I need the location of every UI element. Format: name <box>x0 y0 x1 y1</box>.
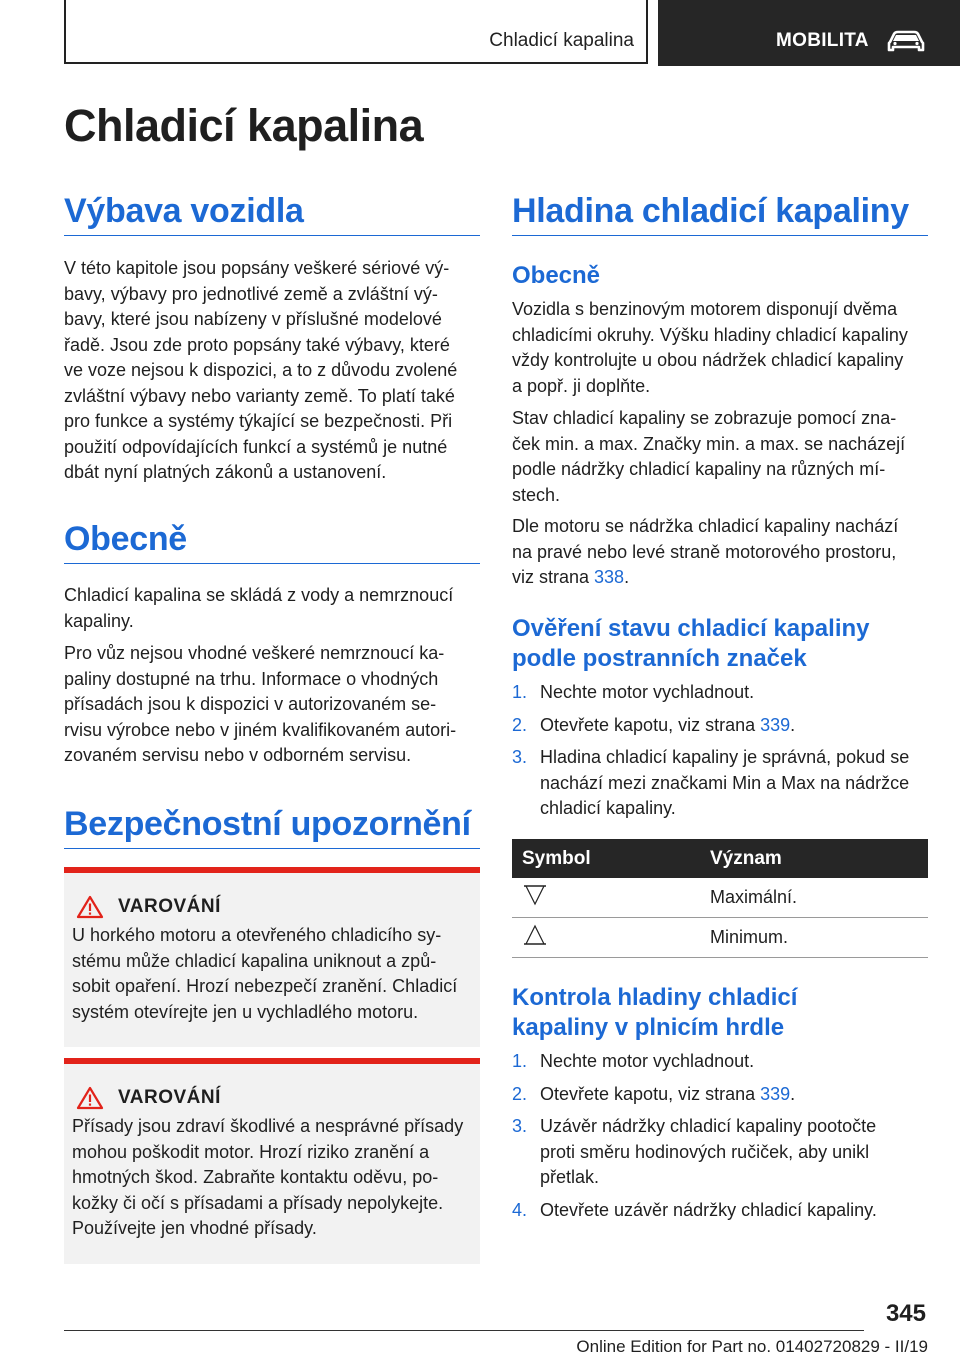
kontrola-steps <box>512 1049 932 1230</box>
vybava-paragraph: V této kapitole jsou popsány veškeré sériové vý‐ bavy, výbavy pro jednotlivé země a zvláštní vý‐ bavy, které jsou nabízeny v příslušné modelové řadě. Jsou zde proto popsány také výbavy, které ve voze nejsou k dispozici, a to z důvodu zvolené zvláštní výbavy nebo varianty země. To platí také pro funkce a systémy týkající se bezpečnosti. Při použití odpovídajících funkcí a systémů je nutné dbát nyní platných zákonů a ustanovení. <box>64 258 458 482</box>
table-row <box>512 878 928 918</box>
heading-obecne-left: Obecně <box>64 520 187 558</box>
list-item: 3. Uzávěr nádržky chladicí kapaliny pootočte proti směru hodinových ručiček, aby unikl přetlak. <box>512 1116 877 1187</box>
page-link-339[interactable]: 339 <box>760 1083 791 1104</box>
heading-rule <box>64 235 480 236</box>
heading-rule <box>512 235 928 236</box>
tab-mobilita-label: MOBILITA <box>776 30 869 51</box>
list-item: 2. Otevřete kapotu, viz strana 339. <box>512 714 796 735</box>
car-icon <box>886 27 926 53</box>
hladina-paragraph-3: Dle motoru se nádržka chladicí kapaliny nachází na pravé nebo levé straně motorového prostoru, viz strana 338. <box>512 516 899 587</box>
heading-rule <box>64 563 480 564</box>
warning-box-2 <box>64 1058 480 1264</box>
warning-box-1 <box>64 867 480 1047</box>
table-header-vyznam: Význam <box>710 839 928 878</box>
heading-kontrola-hladiny: Kontrola hladiny chladicí kapaliny v plnicím hrdle <box>512 984 798 1041</box>
list-item: 1. Nechte motor vychladnout. <box>512 682 755 702</box>
hladina-paragraph-2: Stav chladicí kapaliny se zobrazuje pomocí zna‐ ček min. a max. Značky min. a max. se nacházejí podle nádržky chladicí kapaliny na různých mí‐ stech. <box>512 408 906 505</box>
list-item: 3. Hladina chladicí kapaliny je správná, pokud se nachází mezi značkami Min a Max na nádržce chladicí kapaliny. <box>512 747 910 818</box>
obecne-paragraph-1: Chladicí kapalina se skládá z vody a nemrznoucí kapaliny. <box>64 585 454 631</box>
page-link-338[interactable]: 338 <box>594 567 625 587</box>
heading-obecne-right: Obecně <box>512 262 601 289</box>
max-mark-icon <box>522 884 548 906</box>
heading-overeni-stavu: Ověření stavu chladicí kapaliny podle postranních značek <box>512 615 870 672</box>
overeni-steps <box>512 680 932 829</box>
page-number: 345 <box>885 1300 926 1327</box>
table-header-symbol: Symbol <box>512 839 710 878</box>
warning-text: U horkého motoru a otevřeného chladicího sy‐ stému může chladicí kapalina uniknout a způ‐ sobit opaření. Hrozí nebezpečí zranění. Chladicí systém otevírejte jen u vychladlého motoru. <box>72 925 458 1022</box>
header-section-title: Chladicí kapalina <box>489 30 634 51</box>
page-link-339[interactable]: 339 <box>760 714 791 735</box>
footer-rule <box>64 1330 864 1331</box>
page-title: Chladicí kapalina <box>64 100 424 151</box>
footer-edition: Online Edition for Part no. 01402720829 - II/19 <box>576 1337 928 1356</box>
warning-title: VAROVÁNÍ <box>118 896 221 917</box>
warning-text: Přísady jsou zdraví škodlivé a nesprávné přísady mohou poškodit motor. Hrozí riziko zranění a hmotných škod. Zabraňte kontaktu oděvu, po‐ kožky či očí s přísadami a přísady nepolykejte. Používejte jen vhodné přísady. <box>72 1116 464 1238</box>
heading-vybava-vozidla: Výbava vozidla <box>64 192 304 230</box>
table-cell-meaning: Maximální. <box>710 878 928 918</box>
min-mark-icon <box>522 924 548 946</box>
warning-triangle-icon <box>76 1086 104 1110</box>
heading-bezpecnostni-upozorneni: Bezpečnostní upozornění <box>64 805 471 843</box>
obecne-paragraph-2: Pro vůz nejsou vhodné veškeré nemrznoucí ka‐ paliny dostupné na trhu. Informace o vhodných přísadách jsou k dispozici v autorizovaném se‐ rvisu výrobce nebo v jiném kvalifikovaném autori‐ zovaném servisu nebo v odborném servisu. <box>64 643 457 765</box>
symbol-table <box>512 839 928 958</box>
warning-triangle-icon <box>76 895 104 919</box>
list-item: 4. Otevřete uzávěr nádržky chladicí kapaliny. <box>512 1199 877 1220</box>
hladina-paragraph-1: Vozidla s benzinovým motorem disponují dvěma chladicími okruhy. Výšku hladiny chladicí kapaliny vždy kontrolujte u obou nádržek chladicí kapaliny a popř. ji doplňte. <box>512 299 908 396</box>
heading-rule <box>64 848 480 849</box>
table-cell-meaning: Minimum. <box>710 918 928 958</box>
list-item: 1. Nechte motor vychladnout. <box>512 1051 755 1071</box>
tab-mobilita[interactable] <box>658 0 960 66</box>
heading-hladina-chladici-kapaliny: Hladina chladicí kapaliny <box>512 192 909 230</box>
warning-title: VAROVÁNÍ <box>118 1087 221 1108</box>
list-item: 2. Otevřete kapotu, viz strana 339. <box>512 1083 796 1104</box>
table-row <box>512 918 928 958</box>
